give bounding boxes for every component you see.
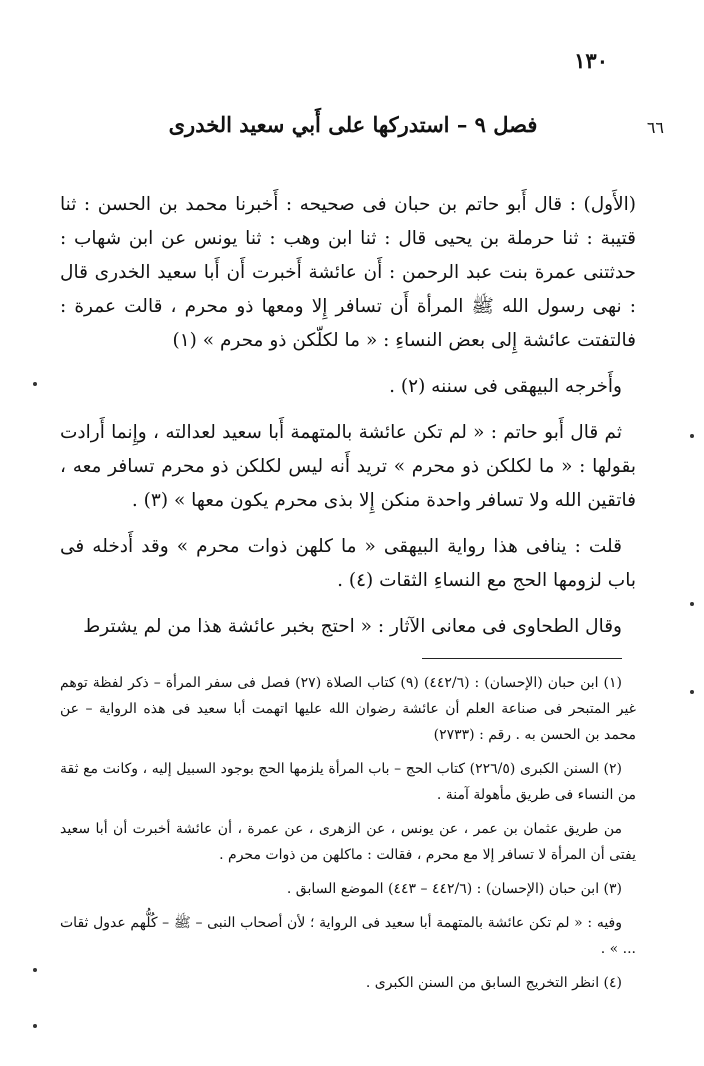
footnote: (١) ابن حبان (الإحسان) : (٤٤٢/٦) (٩) كتاب الصلاة (٢٧) فصل فى سفر المرأة – ذكر لفظة توهم غير المتبحر فى صناعة العلم أن عائشة رضوان الله عليها اتهمت أبا سعيد فى هذه الرواية – عن محمد بن الحسن به . رقم : (٢٧٣٣) (60, 675, 636, 743)
margin-mark (690, 602, 694, 606)
paragraph: ثم قال أَبو حاتم : « لم تكن عائشة بالمتهمة أَبا سعيد لعدالته ، وإِنما أَرادت بقولها : « ما لكلكن ذو محرم » تريد أَنه ليس لكلكن ذو محرم تسافر معه ، فاتقين الله ولا تسافر واحدة منكن إِلا بذى محرم يكون معها » (٣) . (60, 422, 636, 511)
footnote: وفيه : « لم تكن عائشة بالمتهمة أبا سعيد فى الرواية ؛ لأن أصحاب النبى – ﷺ – كُلُّهم عدول ثقات ... » . (60, 915, 636, 957)
page-number: ١٣٠ (574, 48, 608, 73)
paragraph: وقال الطحاوى فى معانى الآثار : « احتج بخبر عائشة هذا من لم يشترط (83, 616, 622, 637)
paragraph: وأَخرجه البيهقى فى سننه (٢) . (389, 376, 622, 397)
footnote: (٤) انظر التخريج السابق من السنن الكبرى . (365, 975, 622, 991)
margin-mark (33, 382, 37, 386)
footnote-separator (422, 658, 622, 659)
main-text (60, 188, 636, 656)
footnote: (٣) ابن حبان (الإحسان) : (٤٤٢/٦ – ٤٤٣) الموضع السابق . (286, 881, 622, 897)
footnote: من طريق عثمان بن عمر ، عن يونس ، عن الزهرى ، عن عمرة ، أن عائشة أخبرت أن أبا سعيد يفتى أن المرأة لا تسافر إلا مع محرم ، فقالت : ماكلهن من ذوات محرم . (60, 821, 636, 863)
chapter-title: فصل ٩ – استدركها على أَبي سعيد الخدرى (168, 112, 538, 137)
margin-mark (33, 1024, 37, 1028)
paragraph: (الأَول) : قال أَبو حاتم بن حبان فى صحيحه : أَخبرنا محمد بن الحسن : ثنا قتيبة : ثنا حرملة بن يحيى قال : ثنا ابن وهب : ثنا يونس عن ابن شهاب : حدثتنى عمرة بنت عبد الرحمن : أَن عائشة أَخبرت أَن أَبا سعيد الخدرى قال : نهى رسول الله ﷺ المرأة أَن تسافر إِلا ومعها ذو محرم ، قالت عمرة : فالتفتت عائشة إِلى بعض النساءِ : « ما لكلّكن ذو محرم » (١) (60, 194, 636, 351)
margin-mark (690, 690, 694, 694)
margin-mark (33, 968, 37, 972)
footnotes (60, 670, 636, 1004)
footnote: (٢) السنن الكبرى (٢٢٦/٥) كتاب الحج – باب المرأة يلزمها الحج بوجود السبيل إليه ، وكانت مع ثقة من النساء فى طريق مأهولة آمنة . (60, 761, 636, 803)
margin-mark (690, 434, 694, 438)
side-number: ٦٦ (646, 118, 664, 137)
paragraph: قلت : ينافى هذا رواية البيهقى « ما كلهن ذوات محرم » وقد أَدخله فى باب لزومها الحج مع النساءِ الثقات (٤) . (60, 536, 636, 591)
